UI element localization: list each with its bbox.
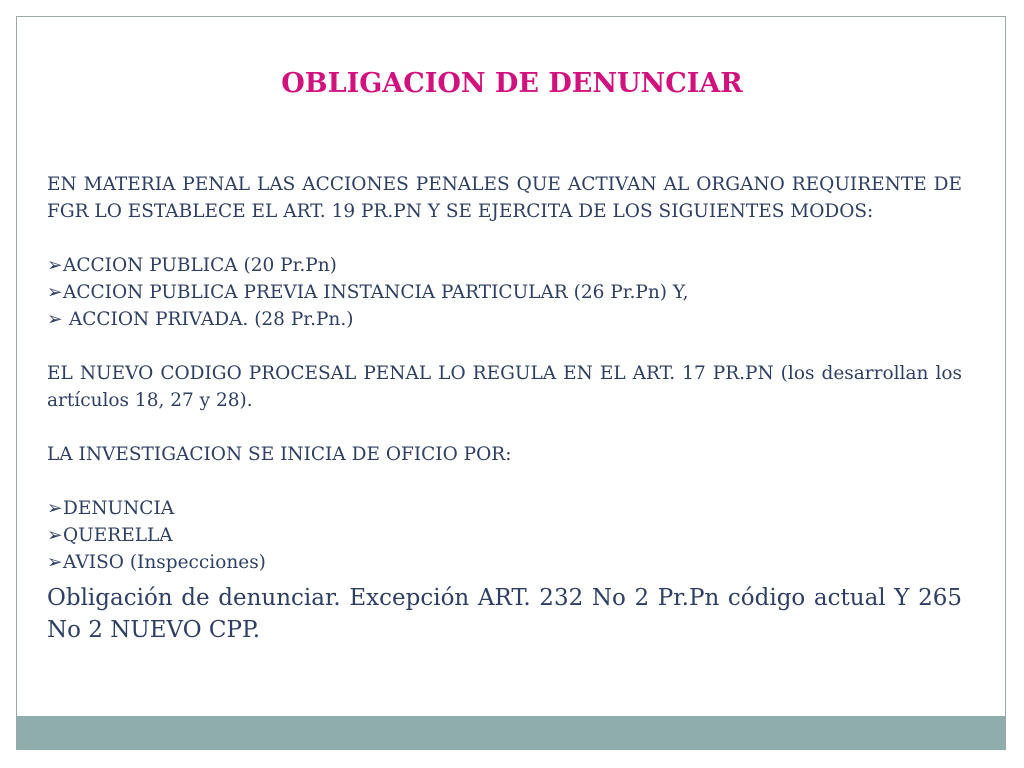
list-item-text: ACCION PRIVADA. (28 Pr.Pn.) (63, 309, 354, 330)
list-item-cause (47, 495, 962, 522)
list-item-mode (47, 306, 962, 333)
spacer (47, 225, 962, 252)
list-item-text: QUERELLA (63, 525, 173, 546)
list-item-mode (47, 252, 962, 279)
list-item-text: ACCION PUBLICA (20 Pr.Pn) (63, 255, 337, 276)
list-item-text: DENUNCIA (63, 498, 175, 519)
arrow-bullet-icon: ➢ (47, 255, 63, 276)
arrow-bullet-icon: ➢ (47, 525, 63, 546)
list-item-mode (47, 279, 962, 306)
spacer (47, 414, 962, 441)
spacer (47, 468, 962, 495)
spacer (47, 333, 962, 360)
slide-title: OBLIGACION DE DENUNCIAR (281, 68, 743, 99)
arrow-bullet-icon: ➢ (47, 309, 63, 330)
list-item-text: AVISO (Inspecciones) (63, 552, 266, 573)
arrow-bullet-icon: ➢ (47, 282, 63, 303)
list-item-text: ACCION PUBLICA PREVIA INSTANCIA PARTICULAR (26 Pr.Pn) Y, (63, 282, 689, 303)
arrow-bullet-icon: ➢ (47, 498, 63, 519)
slide-footer-band (17, 716, 1005, 750)
slide-body (47, 171, 962, 646)
list-item-cause (47, 549, 962, 576)
intro-paragraph: EN MATERIA PENAL LAS ACCIONES PENALES QUE ACTIVAN AL ORGANO REQUIRENTE DE FGR LO ESTABLECE EL ART. 19 PR.PN Y SE EJERCITA DE LOS SIGUIENTES MODOS: (47, 174, 962, 222)
arrow-bullet-icon: ➢ (47, 552, 63, 573)
investigation-paragraph: LA INVESTIGACION SE INICIA DE OFICIO POR: (47, 444, 512, 465)
closing-paragraph: Obligación de denunciar. Excepción ART. 232 No 2 Pr.Pn código actual Y 265 No 2 NUEVO CPP. (47, 585, 962, 643)
new-code-paragraph: EL NUEVO CODIGO PROCESAL PENAL LO REGULA EN EL ART. 17 PR.PN (los desarrollan los artículos 18, 27 y 28). (47, 363, 962, 411)
list-item-cause (47, 522, 962, 549)
